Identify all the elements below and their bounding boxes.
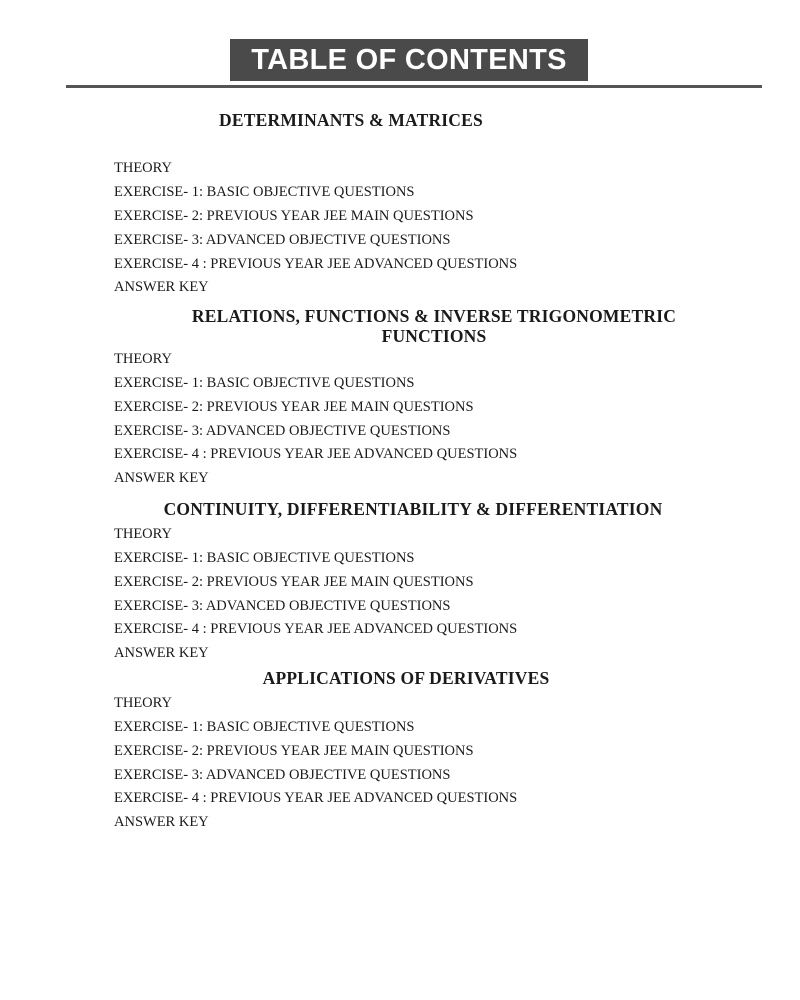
toc-entry-answer-key[interactable]: ANSWER KEY bbox=[114, 814, 209, 830]
section-title-line: DETERMINANTS & MATRICES bbox=[219, 110, 483, 130]
toc-entry-exercise-2[interactable]: EXERCISE- 2: PREVIOUS YEAR JEE MAIN QUESTIONS bbox=[114, 574, 474, 590]
toc-entry-exercise-3[interactable]: EXERCISE- 3: ADVANCED OBJECTIVE QUESTIONS bbox=[114, 232, 451, 248]
toc-entry-exercise-1[interactable]: EXERCISE- 1: BASIC OBJECTIVE QUESTIONS bbox=[114, 550, 415, 566]
section-title-applications-of-derivatives bbox=[230, 668, 582, 688]
toc-entry-exercise-2[interactable]: EXERCISE- 2: PREVIOUS YEAR JEE MAIN QUESTIONS bbox=[114, 399, 474, 415]
toc-entry-exercise-4[interactable]: EXERCISE- 4 : PREVIOUS YEAR JEE ADVANCED QUESTIONS bbox=[114, 621, 518, 637]
header-divider bbox=[66, 85, 762, 88]
toc-entry-theory[interactable]: THEORY bbox=[114, 526, 172, 542]
toc-entry-exercise-1[interactable]: EXERCISE- 1: BASIC OBJECTIVE QUESTIONS bbox=[114, 375, 415, 391]
toc-entry-exercise-4[interactable]: EXERCISE- 4 : PREVIOUS YEAR JEE ADVANCED QUESTIONS bbox=[114, 446, 518, 462]
toc-entry-answer-key[interactable]: ANSWER KEY bbox=[114, 645, 209, 661]
toc-entry-exercise-3[interactable]: EXERCISE- 3: ADVANCED OBJECTIVE QUESTIONS bbox=[114, 423, 451, 439]
section-title-line: CONTINUITY, DIFFERENTIABILITY & DIFFERENTIATION bbox=[163, 499, 663, 519]
section-title-continuity bbox=[110, 499, 716, 519]
toc-entry-exercise-3[interactable]: EXERCISE- 3: ADVANCED OBJECTIVE QUESTIONS bbox=[114, 767, 451, 783]
section-title-relations-functions bbox=[140, 306, 728, 346]
section-title-line: APPLICATIONS OF DERIVATIVES bbox=[262, 668, 550, 688]
section-title-determinants bbox=[200, 110, 502, 130]
section-title-line: FUNCTIONS bbox=[381, 326, 487, 346]
toc-entry-exercise-1[interactable]: EXERCISE- 1: BASIC OBJECTIVE QUESTIONS bbox=[114, 719, 415, 735]
section-title-line: RELATIONS, FUNCTIONS & INVERSE TRIGONOMETRIC bbox=[191, 306, 677, 326]
toc-entry-exercise-4[interactable]: EXERCISE- 4 : PREVIOUS YEAR JEE ADVANCED QUESTIONS bbox=[114, 256, 518, 272]
toc-entry-theory[interactable]: THEORY bbox=[114, 351, 172, 367]
toc-entry-answer-key[interactable]: ANSWER KEY bbox=[114, 279, 209, 295]
toc-entry-exercise-2[interactable]: EXERCISE- 2: PREVIOUS YEAR JEE MAIN QUESTIONS bbox=[114, 208, 474, 224]
page-title: TABLE OF CONTENTS bbox=[230, 39, 588, 81]
toc-entry-exercise-2[interactable]: EXERCISE- 2: PREVIOUS YEAR JEE MAIN QUESTIONS bbox=[114, 743, 474, 759]
toc-entry-exercise-4[interactable]: EXERCISE- 4 : PREVIOUS YEAR JEE ADVANCED QUESTIONS bbox=[114, 790, 518, 806]
toc-entry-exercise-3[interactable]: EXERCISE- 3: ADVANCED OBJECTIVE QUESTIONS bbox=[114, 598, 451, 614]
toc-entry-exercise-1[interactable]: EXERCISE- 1: BASIC OBJECTIVE QUESTIONS bbox=[114, 184, 415, 200]
toc-entry-theory[interactable]: THEORY bbox=[114, 160, 172, 176]
toc-entry-answer-key[interactable]: ANSWER KEY bbox=[114, 470, 209, 486]
toc-entry-theory[interactable]: THEORY bbox=[114, 695, 172, 711]
